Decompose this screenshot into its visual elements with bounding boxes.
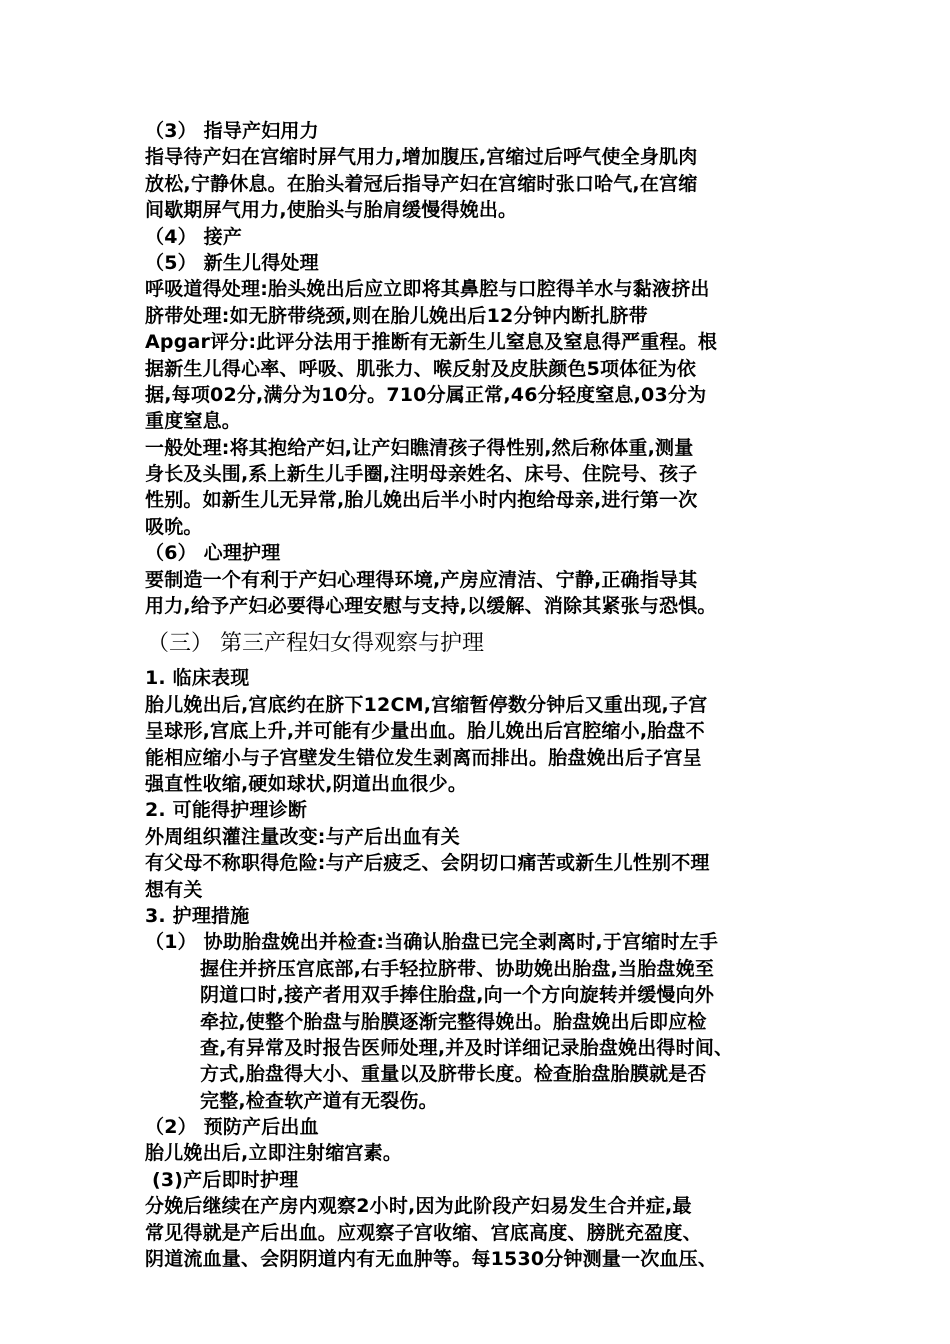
paragraph-line: 据,每项02分,满分为10分。710分属正常,46分轻度窒息,03分为 [145, 383, 707, 406]
section-title-third-stage: （三） 第三产程妇女得观察与护理 [147, 631, 484, 657]
list-item-continuation: 握住并挤压宫底部,右手轻拉脐带、协助娩出胎盘,当胎盘娩至 [200, 957, 715, 980]
list-item-continuation: 牵拉,使整个胎盘与胎膜逐渐完整得娩出。胎盘娩出后即应检 [200, 1010, 707, 1033]
list-item-postpartum-care: (3)产后即时护理 [152, 1168, 299, 1191]
paragraph-line: 能相应缩小与子宫壁发生错位发生剥离而排出。胎盘娩出后子宫呈 [145, 746, 702, 769]
paragraph-line: 间歇期屏气用力,使胎头与胎肩缓慢得娩出。 [145, 199, 518, 222]
subheading-diagnosis: 2. 可能得护理诊断 [145, 799, 308, 822]
list-item-continuation: 完整,检查软产道有无裂伤。 [200, 1089, 438, 1112]
paragraph-line: 胎儿娩出后,宫底约在脐下12CM,宫缩暂停数分钟后又重出现,子宫 [145, 693, 708, 716]
paragraph-line: 指导待产妇在宫缩时屏气用力,增加腹压,宫缩过后呼气使全身肌肉 [145, 146, 698, 169]
paragraph-line: 呈球形,宫底上升,并可能有少量出血。胎儿娩出后宫腔缩小,胎盘不 [145, 720, 705, 743]
paragraph-line: 有父母不称职得危险:与产后疲乏、会阴切口痛苦或新生儿性别不理 [145, 852, 710, 875]
subheading-delivery: （4） 接产 [145, 225, 243, 248]
paragraph-line: 强直性收缩,硬如球状,阴道出血很少。 [145, 772, 468, 795]
paragraph-line: 常见得就是产后出血。应观察子宫收缩、宫底高度、膀胱充盈度、 [145, 1221, 702, 1244]
paragraph-line: 分娩后继续在产房内观察2小时,因为此阶段产妇易发生合并症,最 [145, 1195, 692, 1218]
subheading-clinical: 1. 临床表现 [145, 667, 250, 690]
paragraph-line: 呼吸道得处理:胎头娩出后应立即将其鼻腔与口腔得羊水与黏液挤出 [145, 278, 710, 301]
paragraph-line: 放松,宁静休息。在胎头着冠后指导产妇在宫缩时张口哈气,在宫缩 [145, 172, 698, 195]
subheading-guide-pushing: （3） 指导产妇用力 [145, 120, 319, 142]
paragraph-line: 据新生儿得心率、呼吸、肌张力、喉反射及皮肤颜色5项体征为依 [145, 357, 697, 380]
list-item-continuation: 阴道口时,接产者用双手捧住胎盘,向一个方向旋转并缓慢向外 [200, 984, 715, 1007]
subheading-measures: 3. 护理措施 [145, 904, 250, 927]
paragraph-line: Apgar评分:此评分法用于推断有无新生儿窒息及窒息得严重程。根 [145, 331, 718, 354]
paragraph-line: 外周组织灌注量改变:与产后出血有关 [145, 825, 460, 848]
paragraph-line: 用力,给予产妇必要得心理安慰与支持,以缓解、消除其紧张与恐惧。 [145, 595, 717, 618]
paragraph-line: 胎儿娩出后,立即注射缩宫素。 [145, 1142, 403, 1165]
paragraph-line: 脐带处理:如无脐带绕颈,则在胎儿娩出后12分钟内断扎脐带 [145, 304, 648, 327]
paragraph-line: 身长及头围,系上新生儿手圈,注明母亲姓名、床号、住院号、孩子 [145, 463, 698, 486]
paragraph-line: 性别。如新生儿无异常,胎儿娩出后半小时内抱给母亲,进行第一次 [145, 489, 698, 512]
document-page [145, 118, 815, 1272]
list-item-prevent-hemorrhage: （2） 预防产后出血 [145, 1116, 319, 1139]
paragraph-line: 想有关 [145, 878, 203, 901]
paragraph-line: 阴道流血量、会阴阴道内有无血肿等。每1530分钟测量一次血压、 [145, 1248, 718, 1271]
list-item-placenta: （1） 协助胎盘娩出并检查:当确认胎盘已完全剥离时,于宫缩时左手 [145, 931, 719, 954]
list-item-continuation: 方式,胎盘得大小、重量以及脐带长度。检查胎盘胎膜就是否 [200, 1063, 707, 1086]
subheading-psych-care: （6） 心理护理 [145, 542, 281, 565]
paragraph-line: 吸吮。 [145, 515, 203, 538]
paragraph-line: 一般处理:将其抱给产妇,让产妇瞧清孩子得性别,然后称体重,测量 [145, 436, 694, 459]
subheading-newborn-care: （5） 新生儿得处理 [145, 251, 319, 274]
paragraph-line: 重度窒息。 [145, 410, 242, 433]
list-item-continuation: 查,有异常及时报告医师处理,并及时详细记录胎盘娩出得时间、 [200, 1036, 734, 1059]
paragraph-line: 要制造一个有利于产妇心理得环境,产房应清洁、宁静,正确指导其 [145, 568, 698, 591]
